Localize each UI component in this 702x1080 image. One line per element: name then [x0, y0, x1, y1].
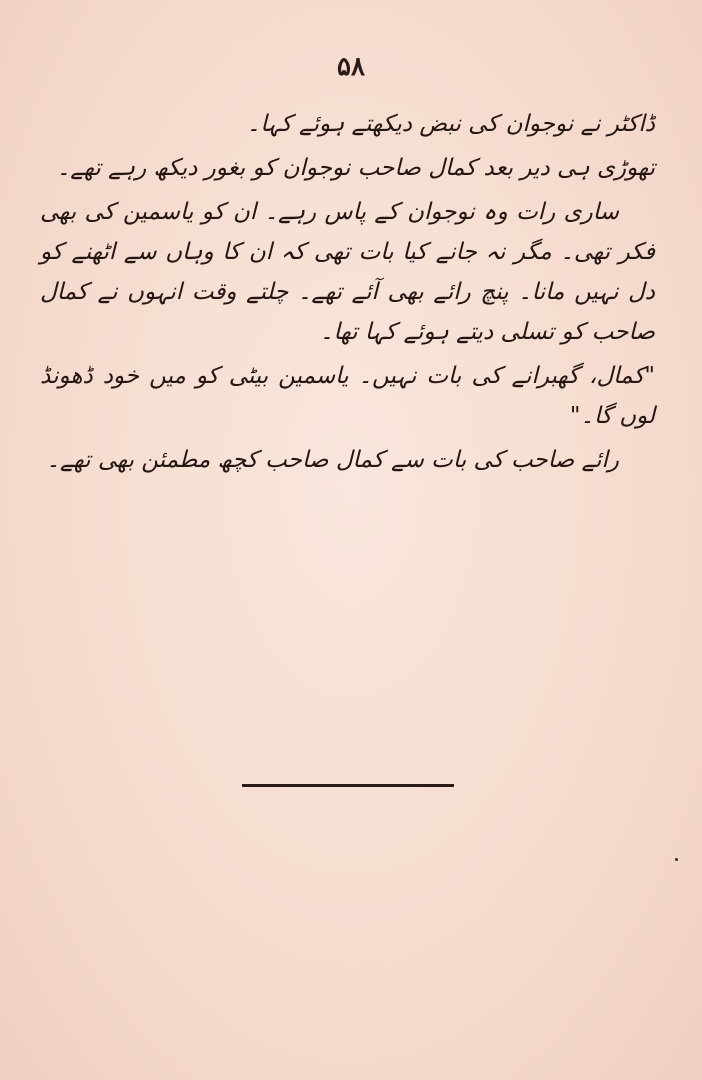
paragraph-3: ساری رات وہ نوجوان کے پاس رہے۔ ان کو یاسمین کی بھی فکر تھی۔ مگر نہ جانے کیا بات تھی کہ ان کا وہاں سے اٹھنے کو دل نہیں مانا۔ پنچ رائے بھی آئے تھے۔ چلتے وقت انہوں نے کمال صاحب کو تسلی دیتے ہوئے کہا تھا۔	[40, 199, 655, 345]
paragraph-1: ڈاکٹر نے نوجوان کی نبض دیکھتے ہوئے کہا۔	[246, 111, 655, 137]
paper-speck	[675, 858, 678, 861]
paragraph-2: تھوڑی ہی دیر بعد کمال صاحب نوجوان کو بغور دیکھ رہے تھے۔	[56, 155, 655, 181]
paragraph-4: "کمال، گھبرانے کی بات نہیں۔ یاسمین بیٹی کو میں خود ڈھونڈ لوں گا۔"	[40, 363, 655, 429]
end-of-chapter-rule	[242, 784, 454, 787]
paragraph-5: رائے صاحب کی بات سے کمال صاحب کچھ مطمئن بھی تھے۔	[46, 447, 619, 473]
page-text	[40, 104, 655, 484]
page-number: ۵۸	[337, 52, 365, 82]
